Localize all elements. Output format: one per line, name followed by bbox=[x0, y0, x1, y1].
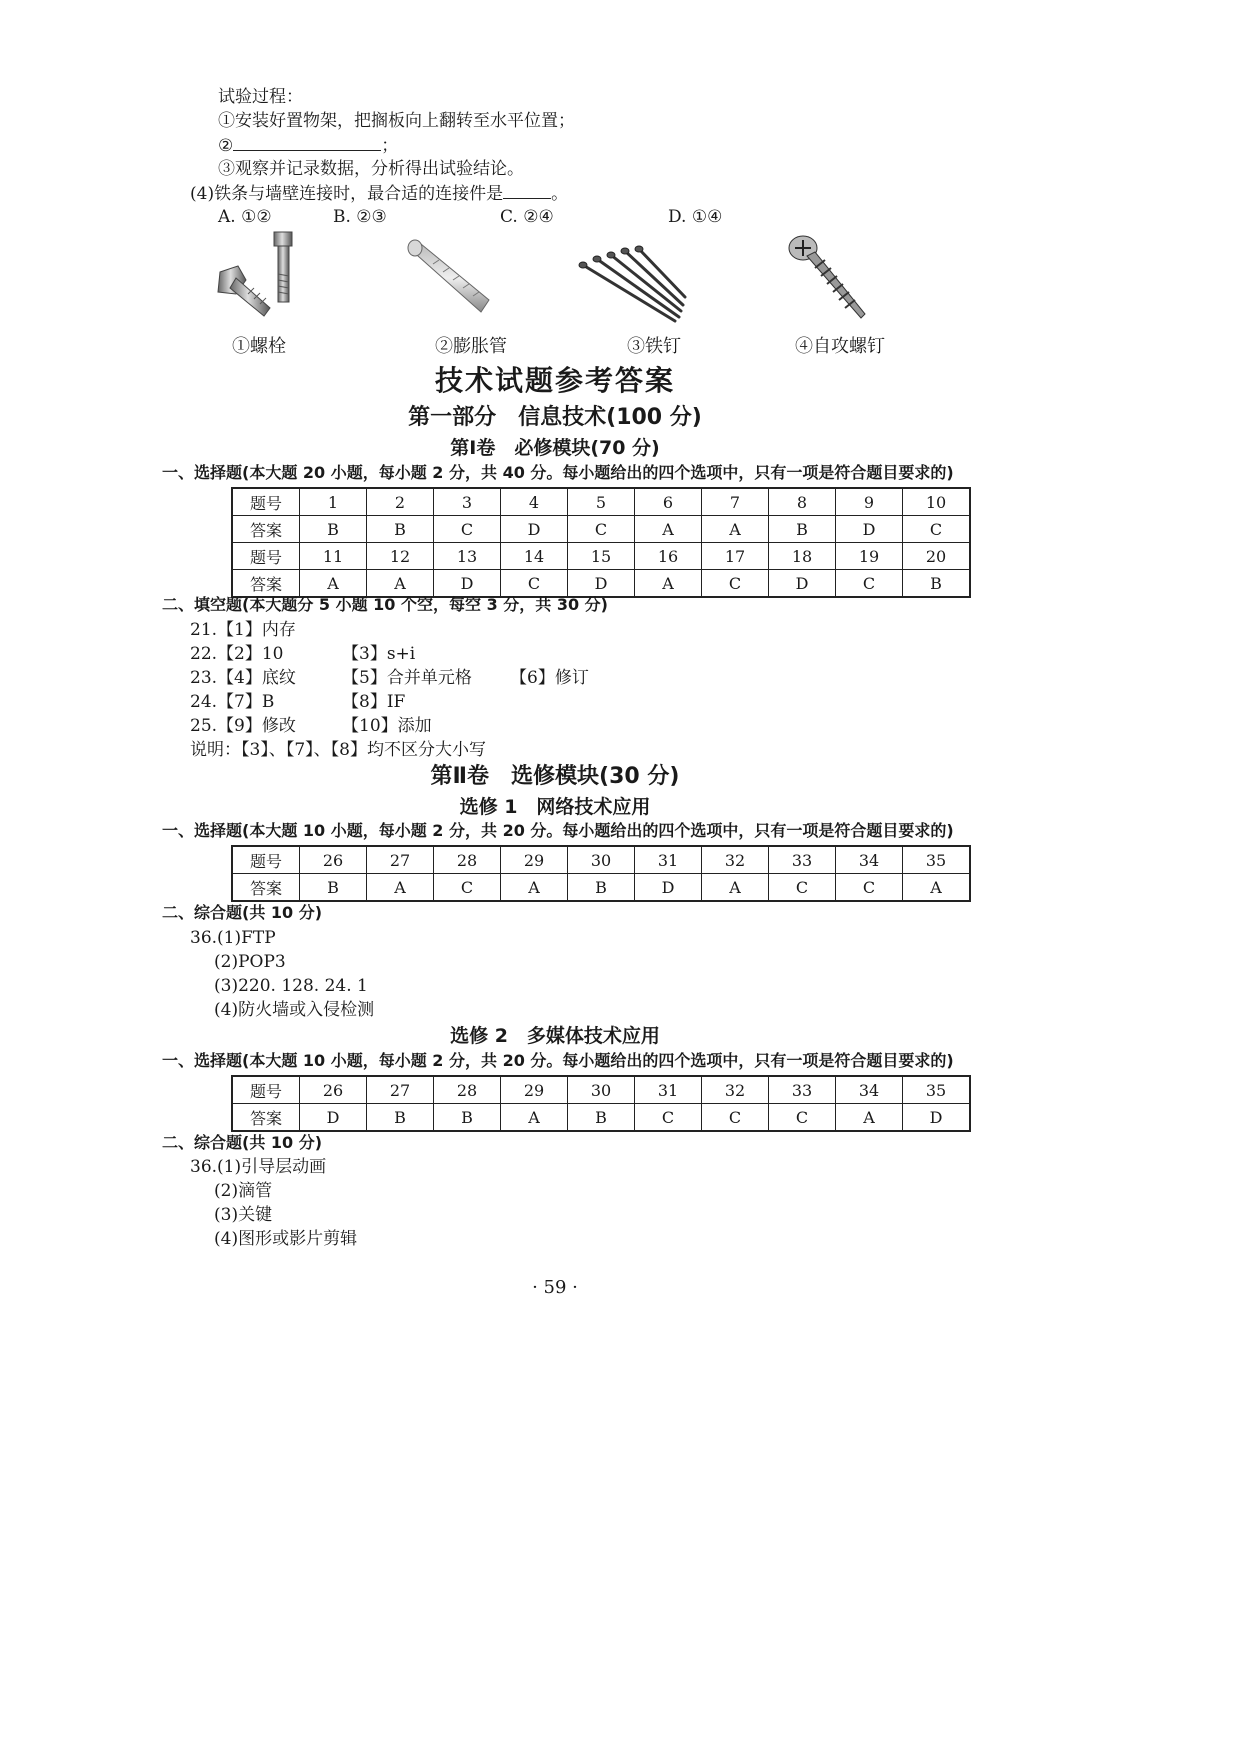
table-row bbox=[232, 488, 970, 516]
table-cell: 34 bbox=[836, 1076, 903, 1104]
table-cell: 12 bbox=[367, 543, 434, 570]
table-cell: A bbox=[836, 1104, 903, 1132]
table-cell: 9 bbox=[836, 488, 903, 516]
answer-23b: 【5】合并单元格 bbox=[342, 668, 472, 688]
answer-table-1 bbox=[231, 487, 971, 598]
table-cell: 29 bbox=[501, 846, 568, 874]
table-cell: B bbox=[367, 516, 434, 543]
table-cell: D bbox=[903, 1104, 971, 1132]
vol1-choice-heading: 一、选择题(本大题 20 小题，每小题 2 分，共 40 分。每小题给出的四个选项中，只有一项是符合题目要求的) bbox=[162, 463, 954, 482]
table-cell: C bbox=[635, 1104, 702, 1132]
table-cell: D bbox=[501, 516, 568, 543]
table-cell: 16 bbox=[635, 543, 702, 570]
option-a: A. ①② bbox=[218, 207, 272, 227]
table-row bbox=[232, 1104, 970, 1132]
bolt-image bbox=[212, 230, 302, 330]
table-cell: 10 bbox=[903, 488, 971, 516]
row-label: 答案 bbox=[232, 570, 300, 598]
nails-image bbox=[575, 245, 690, 330]
table-cell: 27 bbox=[367, 846, 434, 874]
e1-answer-3: (3)220. 128. 24. 1 bbox=[214, 976, 368, 996]
table-row bbox=[232, 516, 970, 543]
step-3: ③观察并记录数据，分析得出试验结论。 bbox=[218, 159, 524, 179]
answer-title: 技术试题参考答案 bbox=[434, 364, 675, 397]
answer-table-3 bbox=[231, 1075, 971, 1132]
table-cell: C bbox=[702, 570, 769, 598]
option-d: D. ①④ bbox=[668, 207, 723, 227]
table-cell: D bbox=[568, 570, 635, 598]
table-cell: C bbox=[434, 516, 501, 543]
table-cell: 27 bbox=[367, 1076, 434, 1104]
answer-21: 21.【1】内存 bbox=[190, 620, 296, 640]
table-cell: C bbox=[568, 516, 635, 543]
table-row bbox=[232, 846, 970, 874]
volume-2-heading: 第Ⅱ卷 选修模块(30 分) bbox=[430, 764, 680, 789]
table-cell: A bbox=[300, 570, 367, 598]
table-cell: 4 bbox=[501, 488, 568, 516]
table-cell: C bbox=[903, 516, 971, 543]
e2-answer-2: (2)滴管 bbox=[214, 1181, 273, 1201]
answer-25b: 【10】添加 bbox=[342, 716, 432, 736]
table-row bbox=[232, 543, 970, 570]
table-cell: 26 bbox=[300, 846, 367, 874]
table-cell: D bbox=[769, 570, 836, 598]
table-cell: B bbox=[903, 570, 971, 598]
row-label: 题号 bbox=[232, 488, 300, 516]
option-c: C. ②④ bbox=[500, 207, 554, 227]
table-cell: C bbox=[836, 570, 903, 598]
answer-24b: 【8】IF bbox=[342, 692, 406, 712]
part-1-heading: 第一部分 信息技术(100 分) bbox=[408, 405, 702, 430]
table-cell: B bbox=[300, 516, 367, 543]
screw-image bbox=[785, 232, 875, 327]
table-cell: A bbox=[367, 874, 434, 902]
table-cell: 28 bbox=[434, 1076, 501, 1104]
table-cell: A bbox=[702, 874, 769, 902]
table-cell: D bbox=[635, 874, 702, 902]
row-label: 题号 bbox=[232, 1076, 300, 1104]
e2-answer-1: 36.(1)引导层动画 bbox=[190, 1157, 327, 1177]
table-row bbox=[232, 1076, 970, 1104]
row-label: 题号 bbox=[232, 543, 300, 570]
fill-note: 说明：【3】、【7】、【8】均不区分大小写 bbox=[190, 740, 486, 760]
row-label: 答案 bbox=[232, 1104, 300, 1132]
table-cell: 7 bbox=[702, 488, 769, 516]
table-cell: 30 bbox=[568, 1076, 635, 1104]
table-cell: A bbox=[702, 516, 769, 543]
volume-1-heading: 第Ⅰ卷 必修模块(70 分) bbox=[450, 437, 660, 459]
table-cell: 35 bbox=[903, 846, 971, 874]
answer-table-2 bbox=[231, 845, 971, 902]
table-cell: D bbox=[300, 1104, 367, 1132]
table-cell: 32 bbox=[702, 846, 769, 874]
table-cell: C bbox=[501, 570, 568, 598]
table-cell: 13 bbox=[434, 543, 501, 570]
blank-line bbox=[503, 182, 551, 199]
table-cell: A bbox=[903, 874, 971, 902]
table-cell: 6 bbox=[635, 488, 702, 516]
answer-23c: 【6】修订 bbox=[510, 668, 589, 688]
answer-25a: 25.【9】修改 bbox=[190, 716, 296, 736]
elective1-choice-heading: 一、选择题(本大题 10 小题，每小题 2 分，共 20 分。每小题给出的四个选项中，只有一项是符合题目要求的) bbox=[162, 821, 954, 840]
table-cell: 1 bbox=[300, 488, 367, 516]
table-cell: 34 bbox=[836, 846, 903, 874]
table-cell: D bbox=[434, 570, 501, 598]
table-cell: B bbox=[434, 1104, 501, 1132]
table-row bbox=[232, 874, 970, 902]
table-cell: 35 bbox=[903, 1076, 971, 1104]
table-cell: 18 bbox=[769, 543, 836, 570]
table-cell: A bbox=[635, 570, 702, 598]
table-cell: 32 bbox=[702, 1076, 769, 1104]
table-cell: 17 bbox=[702, 543, 769, 570]
table-cell: C bbox=[769, 874, 836, 902]
row-label: 答案 bbox=[232, 516, 300, 543]
table-cell: 31 bbox=[635, 846, 702, 874]
answer-22a: 22.【2】10 bbox=[190, 644, 284, 664]
table-cell: 28 bbox=[434, 846, 501, 874]
elective2-choice-heading: 一、选择题(本大题 10 小题，每小题 2 分，共 20 分。每小题给出的四个选项中，只有一项是符合题目要求的) bbox=[162, 1051, 954, 1070]
table-cell: A bbox=[635, 516, 702, 543]
table-cell: A bbox=[501, 1104, 568, 1132]
table-cell: C bbox=[434, 874, 501, 902]
elective-1-heading: 选修 1 网络技术应用 bbox=[459, 796, 651, 818]
table-cell: 29 bbox=[501, 1076, 568, 1104]
step-1: ①安装好置物架，把搁板向上翻转至水平位置； bbox=[218, 111, 575, 131]
table-cell: C bbox=[769, 1104, 836, 1132]
table-cell: 30 bbox=[568, 846, 635, 874]
elective2-comprehensive-heading: 二、综合题(共 10 分) bbox=[162, 1133, 323, 1152]
e1-answer-2: (2)POP3 bbox=[214, 952, 286, 972]
caption-screw: ④自攻螺钉 bbox=[795, 336, 885, 357]
elective1-comprehensive-heading: 二、综合题(共 10 分) bbox=[162, 903, 323, 922]
page-number: · 59 · bbox=[532, 1277, 578, 1298]
expansion-tube-image bbox=[405, 238, 495, 318]
table-cell: 8 bbox=[769, 488, 836, 516]
table-cell: C bbox=[702, 1104, 769, 1132]
question-4: (4)铁条与墙壁连接时，最合适的连接件是 。 bbox=[190, 184, 569, 204]
table-cell: 33 bbox=[769, 846, 836, 874]
table-cell: B bbox=[568, 874, 635, 902]
answer-23a: 23.【4】底纹 bbox=[190, 668, 296, 688]
table-cell: C bbox=[836, 874, 903, 902]
table-cell: 20 bbox=[903, 543, 971, 570]
process-title: 试验过程： bbox=[218, 87, 303, 107]
blank-line bbox=[233, 134, 381, 151]
table-cell: A bbox=[367, 570, 434, 598]
table-cell: 15 bbox=[568, 543, 635, 570]
row-label: 答案 bbox=[232, 874, 300, 902]
table-cell: D bbox=[836, 516, 903, 543]
row-label: 题号 bbox=[232, 846, 300, 874]
table-cell: 3 bbox=[434, 488, 501, 516]
elective-2-heading: 选修 2 多媒体技术应用 bbox=[450, 1025, 660, 1047]
table-cell: 19 bbox=[836, 543, 903, 570]
caption-expansion-tube: ②膨胀管 bbox=[435, 336, 507, 357]
table-cell: 26 bbox=[300, 1076, 367, 1104]
option-b: B. ②③ bbox=[333, 207, 387, 227]
answer-24a: 24.【7】B bbox=[190, 692, 275, 712]
caption-bolt: ①螺栓 bbox=[232, 336, 286, 357]
table-cell: 14 bbox=[501, 543, 568, 570]
table-cell: B bbox=[367, 1104, 434, 1132]
table-row bbox=[232, 570, 970, 598]
table-cell: 33 bbox=[769, 1076, 836, 1104]
e2-answer-4: (4)图形或影片剪辑 bbox=[214, 1229, 358, 1249]
table-cell: 11 bbox=[300, 543, 367, 570]
table-cell: A bbox=[501, 874, 568, 902]
table-cell: 5 bbox=[568, 488, 635, 516]
table-cell: 31 bbox=[635, 1076, 702, 1104]
fill-heading: 二、填空题(本大题分 5 小题 10 个空，每空 3 分，共 30 分) bbox=[162, 595, 608, 614]
table-cell: B bbox=[568, 1104, 635, 1132]
e1-answer-4: (4)防火墙或入侵检测 bbox=[214, 1000, 375, 1020]
caption-nail: ③铁钉 bbox=[627, 336, 681, 357]
table-cell: B bbox=[769, 516, 836, 543]
e1-answer-1: 36.(1)FTP bbox=[190, 928, 276, 948]
table-cell: B bbox=[300, 874, 367, 902]
step-2: ② ； bbox=[218, 136, 399, 156]
e2-answer-3: (3)关键 bbox=[214, 1205, 273, 1225]
answer-22b: 【3】s+i bbox=[342, 644, 416, 664]
table-cell: 2 bbox=[367, 488, 434, 516]
